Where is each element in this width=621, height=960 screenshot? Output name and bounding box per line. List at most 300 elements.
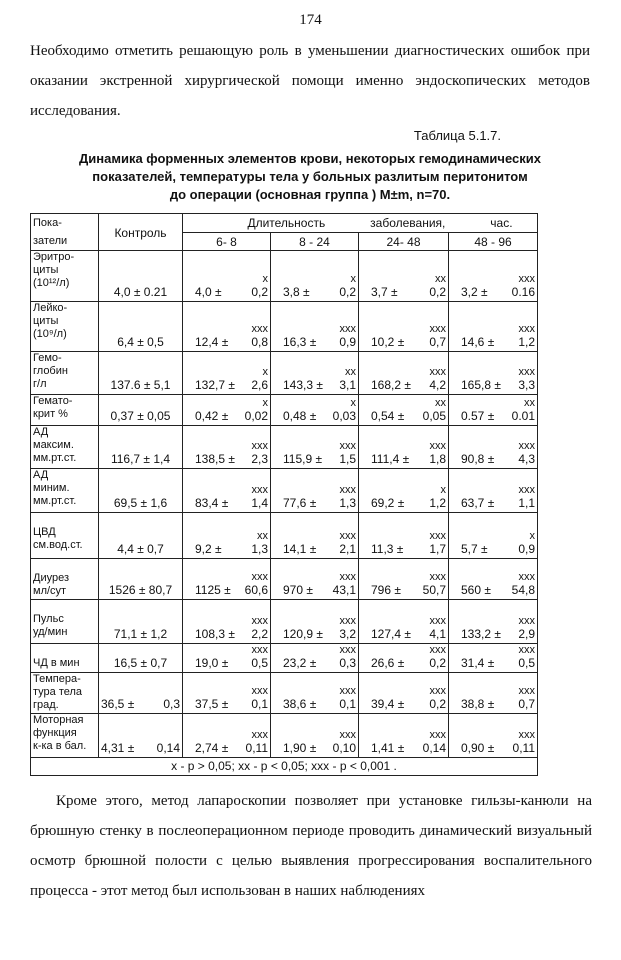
row-label-line: АД: [33, 469, 49, 481]
value-cell: [359, 644, 449, 673]
row-label-line: циты: [33, 315, 59, 327]
control-value: 116,7 ± 1,4: [110, 452, 171, 466]
significance-mark: xxx: [518, 615, 536, 627]
error-value: 0,11: [245, 741, 268, 755]
mean-value: 11,3 ±: [371, 542, 404, 556]
error-value: 1,5: [339, 452, 356, 466]
mean-value: 2,74 ±: [195, 741, 229, 755]
mean-value: 0,42 ±: [195, 409, 229, 423]
control-cell: [99, 469, 183, 513]
value-cell: [271, 469, 359, 513]
mean-error: [185, 583, 268, 599]
mean-value: 16,3 ±: [283, 335, 317, 349]
significance-mark: xxx: [251, 323, 268, 335]
value-cell: [359, 714, 449, 758]
caption-line: показателей, температуры тела у больных разлитым перитонитом: [92, 169, 528, 184]
row-label: [31, 426, 99, 469]
mean-value: 90,8 ±: [461, 452, 495, 466]
value-cell: [183, 559, 271, 600]
row-label-line: ЦВД: [33, 526, 56, 538]
mean-error: [361, 335, 446, 351]
error-value: 0,9: [339, 335, 356, 349]
mean-error: [185, 378, 268, 394]
mean-value: 115,9 ±: [283, 452, 323, 466]
significance-mark: xxx: [429, 615, 446, 627]
mean-error: [451, 496, 535, 512]
mean-error: [185, 542, 268, 558]
mean-value: 168,2 ±: [371, 378, 411, 392]
row-label-line: мл/сут: [33, 585, 67, 597]
significance-mark: xxx: [429, 323, 446, 335]
table-row: [31, 644, 538, 673]
control-error: 0,14: [156, 741, 180, 755]
control-value: 4,4 ± 0,7: [117, 542, 164, 556]
error-value: 2,9: [518, 627, 536, 641]
mean-error: [273, 741, 356, 757]
value-cell: [449, 302, 538, 352]
row-label-line: тура тела: [33, 686, 83, 698]
mean-value: 38,6 ±: [283, 697, 317, 711]
value-cell: [271, 302, 359, 352]
mean-value: 83,4 ±: [195, 496, 229, 510]
row-label-line: Диурез: [33, 572, 70, 584]
error-value: 60,6: [244, 583, 268, 597]
row-label-line: [33, 559, 96, 572]
period-header: 6- 8: [183, 233, 271, 251]
header-indicator-cell: Пока-: [31, 214, 99, 233]
error-value: 2,1: [339, 542, 356, 556]
error-value: 1,8: [429, 452, 446, 466]
mean-error: [361, 542, 446, 558]
significance-mark: xxx: [251, 644, 268, 656]
value-cell: [183, 426, 271, 469]
mean-value: 165,8 ±: [461, 378, 501, 392]
control-cell: [99, 395, 183, 426]
mean-value: 37,5 ±: [195, 697, 229, 711]
value-cell: [183, 302, 271, 352]
control-value: 16,5 ± 0,7: [113, 656, 168, 670]
mean-error: [273, 378, 356, 394]
value-cell: [271, 426, 359, 469]
header-unit: час.: [490, 216, 513, 230]
mean-value: 111,4 ±: [371, 452, 410, 466]
significance-mark: xx: [257, 530, 268, 542]
header-duration-word: Длительность: [247, 216, 326, 230]
significance-mark: xxx: [251, 615, 268, 627]
row-label-line: Лейко-: [33, 302, 68, 314]
header-control: Контроль: [99, 214, 183, 251]
row-label-line: Гемато-: [33, 395, 73, 407]
table-row: [31, 469, 538, 513]
mean-value: 143,3 ±: [283, 378, 323, 392]
value-cell: [183, 644, 271, 673]
mean-error: [451, 697, 535, 713]
error-value: 0.01: [511, 409, 536, 423]
row-label-line: мм.рт.ст.: [33, 452, 77, 464]
caption-line: до операции (основная группа ) M±m, n=70.: [169, 187, 451, 202]
mean-value: 3,7 ±: [371, 285, 398, 299]
mean-value: 14,6 ±: [461, 335, 495, 349]
mean-value: 5,7 ±: [461, 542, 488, 556]
mean-value: 63,7 ±: [461, 496, 495, 510]
row-label: [31, 251, 99, 302]
row-label-line: см.вод.ст.: [33, 539, 83, 551]
error-value: 0,2: [339, 285, 356, 299]
significance-mark: xxx: [429, 366, 446, 378]
data-table: [30, 213, 538, 776]
row-label-line: г/л: [33, 378, 47, 390]
control-cell: [99, 644, 183, 673]
value-cell: [449, 714, 538, 758]
mean-error: [361, 452, 446, 468]
mean-error: [361, 697, 446, 713]
error-value: 0.16: [511, 285, 536, 299]
intro-paragraph: Необходимо отметить решающую роль в уменьшении диагностических ошибок при оказании экстренной хирургической помощи именно эндоскопических методов исследования.: [30, 43, 590, 119]
mean-error: [361, 656, 446, 672]
error-value: 1,3: [339, 496, 356, 510]
significance-mark: xxx: [339, 323, 356, 335]
value-cell: [449, 513, 538, 559]
period-header: 48 - 96: [449, 233, 538, 251]
significance-mark: x: [529, 530, 536, 542]
mean-error: [185, 627, 268, 643]
table-row: [31, 251, 538, 302]
mean-error: [451, 285, 535, 301]
significance-mark: xxx: [518, 571, 536, 583]
significance-mark: xxx: [339, 571, 356, 583]
mean-value: 0,48 ±: [283, 409, 317, 423]
error-value: 0,05: [422, 409, 446, 423]
value-cell: [449, 352, 538, 395]
row-label: [31, 559, 99, 600]
error-value: 4,2: [429, 378, 446, 392]
mean-value: 0,90 ±: [461, 741, 495, 755]
row-label-line: глобин: [33, 365, 68, 377]
row-label: [31, 395, 99, 426]
row-label-line: АД: [33, 426, 49, 438]
row-label-line: функция: [33, 727, 77, 739]
value-cell: [449, 395, 538, 426]
row-label-line: Эритро-: [33, 251, 75, 263]
table-row: [31, 559, 538, 600]
control-cell: [99, 600, 183, 644]
error-value: 50,7: [422, 583, 446, 597]
error-value: 1,2: [518, 335, 536, 349]
mean-error: [185, 656, 268, 672]
table-row: [31, 352, 538, 395]
significance-mark: xxx: [339, 530, 356, 542]
error-value: 3,2: [339, 627, 356, 641]
row-label: [31, 673, 99, 714]
control-value: 71,1 ± 1,2: [113, 627, 168, 641]
value-cell: [449, 469, 538, 513]
header-indicator-cell-2: затели: [31, 233, 99, 251]
value-cell: [271, 673, 359, 714]
mean-value: 9,2 ±: [195, 542, 222, 556]
mean-error: [451, 378, 535, 394]
mean-value: 108,3 ±: [195, 627, 235, 641]
mean-error: [451, 542, 535, 558]
value-cell: [271, 513, 359, 559]
row-label: [31, 644, 99, 673]
value-cell: [271, 352, 359, 395]
error-value: 0,7: [518, 697, 536, 711]
value-cell: [449, 426, 538, 469]
row-label-line: к-ка в бал.: [33, 740, 87, 752]
mean-error: [185, 409, 268, 425]
significance-mark: xxx: [518, 366, 536, 378]
row-label-line: Пульс: [33, 613, 64, 625]
error-value: 0,5: [251, 656, 268, 670]
error-value: 0,2: [251, 285, 268, 299]
row-label: [31, 513, 99, 559]
mean-error: [361, 409, 446, 425]
control-cell: [99, 426, 183, 469]
table-footnote: х - р > 0,05; хх - р < 0,05; ххх - р < 0,001 .: [31, 758, 538, 776]
significance-mark: xxx: [251, 484, 268, 496]
control-value: 4,0 ± 0.21: [113, 285, 168, 299]
control-value: [101, 741, 180, 757]
value-cell: [359, 513, 449, 559]
control-cell: [99, 513, 183, 559]
mean-value: 23,2 ±: [283, 656, 317, 670]
mean-value: 1125 ±: [195, 583, 231, 597]
mean-error: [451, 627, 535, 643]
error-value: 0,1: [251, 697, 268, 711]
mean-value: 560 ±: [461, 583, 491, 597]
period-header: 8 - 24: [271, 233, 359, 251]
significance-mark: xxx: [339, 484, 356, 496]
value-cell: [449, 644, 538, 673]
significance-mark: xxx: [518, 323, 536, 335]
error-value: 0,2: [429, 285, 446, 299]
mean-value: 1,90 ±: [283, 741, 317, 755]
mean-value: 39,4 ±: [371, 697, 405, 711]
control-cell: [99, 251, 183, 302]
error-value: 0,02: [244, 409, 268, 423]
value-cell: [359, 600, 449, 644]
significance-mark: xxx: [429, 729, 446, 741]
significance-mark: xxx: [518, 685, 536, 697]
control-mean: 36,5 ±: [101, 697, 135, 711]
value-cell: [183, 714, 271, 758]
error-value: 0,7: [429, 335, 446, 349]
value-cell: [183, 251, 271, 302]
value-cell: [449, 600, 538, 644]
error-value: 0,9: [518, 542, 536, 556]
significance-mark: xxx: [429, 685, 446, 697]
significance-mark: xxx: [251, 571, 268, 583]
error-value: 0,10: [332, 741, 356, 755]
row-label-line: миним.: [33, 482, 70, 494]
row-label-line: [33, 644, 96, 657]
significance-mark: xxx: [429, 530, 446, 542]
control-value: 6,4 ± 0,5: [117, 335, 164, 349]
footnote-row: [31, 758, 538, 776]
mean-error: [273, 542, 356, 558]
significance-mark: xxx: [518, 729, 536, 741]
value-cell: [183, 600, 271, 644]
error-value: 0,8: [251, 335, 268, 349]
error-value: 0,03: [332, 409, 356, 423]
value-cell: [359, 426, 449, 469]
mean-error: [451, 656, 535, 672]
error-value: 1,7: [429, 542, 446, 556]
significance-mark: xx: [435, 397, 446, 409]
header-duration: [183, 214, 538, 233]
mean-value: 3,8 ±: [283, 285, 310, 299]
table-row: [31, 600, 538, 644]
significance-mark: x: [262, 397, 268, 409]
control-value: 137.6 ± 5,1: [110, 378, 171, 392]
value-cell: [183, 513, 271, 559]
control-value: [101, 697, 180, 713]
value-cell: [359, 302, 449, 352]
significance-mark: xx: [345, 366, 356, 378]
significance-mark: x: [350, 273, 356, 285]
row-label-line: (10⁹/л): [33, 328, 67, 340]
mean-error: [361, 496, 446, 512]
mean-error: [451, 335, 535, 351]
mean-value: 26,6 ±: [371, 656, 405, 670]
mean-error: [273, 627, 356, 643]
value-cell: [359, 559, 449, 600]
control-cell: [99, 559, 183, 600]
mean-error: [451, 409, 535, 425]
header-row: [31, 214, 538, 233]
mean-error: [185, 285, 268, 301]
row-label-line: уд/мин: [33, 626, 68, 638]
mean-value: 138,5 ±: [195, 452, 235, 466]
table-label: Таблица 5.1.7.: [413, 128, 501, 143]
significance-mark: xxx: [518, 273, 536, 285]
table-caption: [30, 150, 590, 204]
control-cell: [99, 673, 183, 714]
mean-value: 4,0 ±: [195, 285, 222, 299]
mean-error: [451, 583, 535, 599]
row-label-line: Темпера-: [33, 673, 81, 685]
mean-error: [273, 496, 356, 512]
significance-mark: xxx: [429, 644, 446, 656]
error-value: 0,5: [518, 656, 536, 670]
mean-error: [361, 583, 446, 599]
significance-mark: xxx: [339, 644, 356, 656]
mean-value: 38,8 ±: [461, 697, 495, 711]
value-cell: [271, 251, 359, 302]
significance-mark: xxx: [251, 685, 268, 697]
error-value: 2,3: [251, 452, 268, 466]
significance-mark: xx: [524, 397, 536, 409]
error-value: 1,3: [251, 542, 268, 556]
row-label-line: крит %: [33, 408, 68, 420]
mean-error: [185, 335, 268, 351]
mean-value: 120,9 ±: [283, 627, 323, 641]
mean-error: [273, 656, 356, 672]
row-label-line: циты: [33, 264, 59, 276]
error-value: 0,14: [422, 741, 446, 755]
control-value: 0,37 ± 0,05: [110, 409, 171, 423]
header-disease-word: заболевания,: [370, 216, 446, 230]
control-cell: [99, 714, 183, 758]
value-cell: [183, 673, 271, 714]
row-label-line: максим.: [33, 439, 74, 451]
mean-error: [273, 285, 356, 301]
value-cell: [271, 600, 359, 644]
error-value: 4,1: [429, 627, 446, 641]
value-cell: [183, 352, 271, 395]
mean-value: 14,1 ±: [283, 542, 317, 556]
row-label-line: (10¹²/л): [33, 277, 70, 289]
mean-value: 31,4 ±: [461, 656, 495, 670]
mean-error: [273, 697, 356, 713]
error-value: 43,1: [332, 583, 356, 597]
value-cell: [359, 251, 449, 302]
value-cell: [359, 673, 449, 714]
mean-error: [361, 285, 446, 301]
mean-error: [361, 378, 446, 394]
mean-value: 12,4 ±: [195, 335, 229, 349]
mean-value: 3,2 ±: [461, 285, 488, 299]
significance-mark: xxx: [339, 615, 356, 627]
table-row: [31, 302, 538, 352]
significance-mark: xxx: [251, 440, 268, 452]
page-number: 174: [299, 12, 322, 28]
value-cell: [271, 714, 359, 758]
error-value: 2,2: [251, 627, 268, 641]
mean-value: 0,54 ±: [371, 409, 405, 423]
significance-mark: x: [262, 273, 268, 285]
row-label-line: Гемо-: [33, 352, 62, 364]
control-error: 0,3: [163, 697, 180, 711]
mean-error: [451, 741, 535, 757]
table-row: [31, 395, 538, 426]
error-value: 3,3: [518, 378, 536, 392]
mean-error: [361, 627, 446, 643]
value-cell: [359, 395, 449, 426]
significance-mark: xx: [435, 273, 446, 285]
row-label: [31, 352, 99, 395]
table-row: [31, 714, 538, 758]
mean-error: [185, 697, 268, 713]
significance-mark: x: [262, 366, 268, 378]
mean-error: [273, 409, 356, 425]
mean-value: 133,2 ±: [461, 627, 501, 641]
value-cell: [449, 673, 538, 714]
mean-error: [273, 583, 356, 599]
value-cell: [271, 644, 359, 673]
significance-mark: xxx: [518, 484, 536, 496]
row-label-line: Моторная: [33, 714, 84, 726]
control-cell: [99, 352, 183, 395]
mean-value: 77,6 ±: [283, 496, 317, 510]
value-cell: [183, 469, 271, 513]
value-cell: [271, 395, 359, 426]
mean-error: [273, 452, 356, 468]
significance-mark: xxx: [339, 440, 356, 452]
mean-value: 1,41 ±: [371, 741, 405, 755]
value-cell: [271, 559, 359, 600]
control-value: 1526 ± 80,7: [108, 583, 173, 597]
mean-value: 970 ±: [283, 583, 313, 597]
row-label: [31, 714, 99, 758]
mean-value: 796 ±: [371, 583, 401, 597]
mean-error: [185, 496, 268, 512]
error-value: 1,4: [251, 496, 268, 510]
error-value: 3,1: [339, 378, 356, 392]
body-paragraph: Кроме этого, метод лапароскопии позволяет при установке гильзы-канюли на брюшную стенку в послеоперационном периоде проводить динамический визуальный осмотр брюшной полости с целью выявления прогрессирования воспалительного процесса - этот метод был использован в наших наблюдениях: [30, 793, 592, 899]
row-label-line: ЧД в мин: [33, 657, 80, 669]
mean-value: 19,0 ±: [195, 656, 229, 670]
